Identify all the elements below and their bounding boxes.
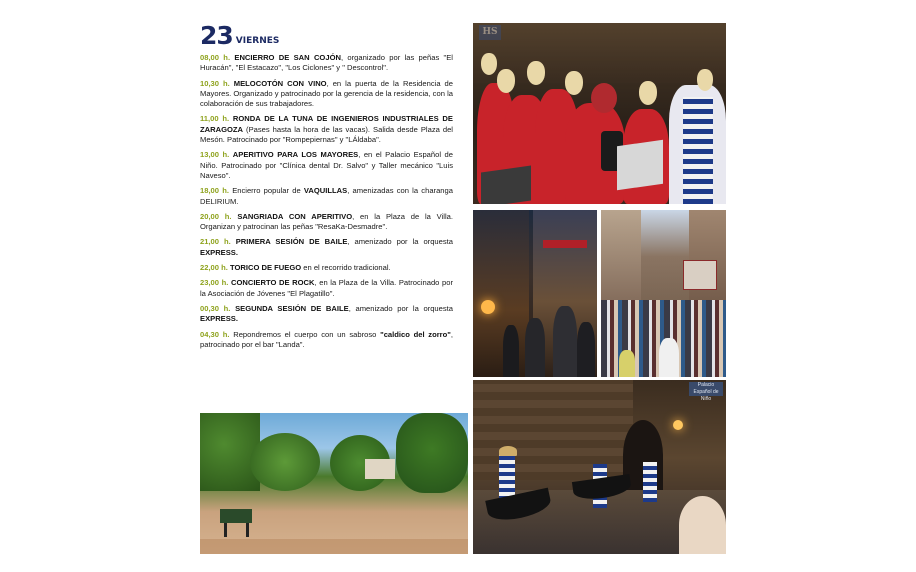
day-number: 23 bbox=[200, 21, 233, 50]
event-item bbox=[200, 212, 453, 233]
event-list bbox=[200, 53, 453, 355]
event-highlight: PRIMERA SESIÓN DE BAILE bbox=[235, 237, 348, 247]
event-item bbox=[200, 330, 453, 351]
event-highlight: APERITIVO PARA LOS MAYORES bbox=[232, 150, 359, 160]
event-text: Encierro popular de bbox=[232, 186, 304, 196]
event-item bbox=[200, 53, 453, 74]
event-text: , amenizadas con la charanga DELIRIUM. bbox=[200, 186, 453, 206]
event-time: 23,00 h. bbox=[200, 278, 229, 288]
event-highlight: RONDA DE LA TUNA DE INGENIEROS INDUSTRIALES DE ZARAGOZA bbox=[200, 114, 453, 134]
event-highlight: SEGUNDA SESIÓN DE BAILE bbox=[235, 303, 349, 313]
event-time: 08,00 h. bbox=[200, 53, 231, 62]
event-highlight: ENCIERRO DE SAN COJÓN bbox=[234, 53, 341, 62]
photo-plaza-trees bbox=[200, 413, 468, 554]
photo-night-street bbox=[473, 210, 597, 377]
event-highlight: VAQUILLAS bbox=[303, 186, 348, 196]
event-item bbox=[200, 150, 453, 181]
photo-street-crowd bbox=[601, 210, 726, 377]
event-time: 11,00 h. bbox=[200, 114, 230, 124]
event-text: , en la Plaza de la Villa. Patrocinado por la Asociación de Jóvenes "El Plagatillo". bbox=[200, 278, 453, 298]
event-item bbox=[200, 186, 453, 207]
event-highlight: EXPRESS. bbox=[200, 247, 238, 257]
event-time: 21,00 h. bbox=[200, 237, 231, 247]
event-highlight: MELOCOTÓN CON VINO bbox=[233, 78, 327, 88]
event-text: , en la puerta de la Residencia de Mayores. Organizado y patrocinado por la gerencia de la residencia, con la colaboración de sus trabajadores. bbox=[200, 78, 453, 109]
event-time: 04,30 h. bbox=[200, 329, 230, 339]
street-plaque: Palacio Español de Niño bbox=[689, 382, 723, 396]
event-text: , organizado por las peñas "El Huracán", "El Estacazo", "Los Ciclones" y " Descontrol". bbox=[200, 53, 453, 73]
event-item bbox=[200, 263, 453, 273]
event-time: 13,00 h. bbox=[200, 150, 230, 160]
event-text: , en la Plaza de la Villa. Organizan y patrocinan las peñas "ResaKa-Desmadre". bbox=[200, 211, 453, 232]
event-text: , amenizado por la orquesta bbox=[348, 303, 453, 313]
event-text: en el recorrido tradicional. bbox=[301, 263, 391, 273]
event-text: , en el Palacio Español de Niño. Patrocinado por "Clínica dental Dr. Salvo" y Taller mecánico "Luis Naveso". bbox=[200, 150, 453, 180]
event-time: 18,00 h. bbox=[200, 186, 229, 196]
day-header bbox=[200, 22, 279, 48]
event-text: (Pases hasta la hora de las vacas). Salida desde Plaza del Mesón. Patrocinado por "Rompepiernas" y "LÁldaba". bbox=[200, 124, 453, 145]
photo-masked-group bbox=[473, 23, 726, 204]
event-item bbox=[200, 304, 453, 325]
event-time: 20,00 h. bbox=[200, 211, 232, 221]
event-highlight: CONCIERTO DE ROCK bbox=[230, 278, 315, 288]
event-highlight: TORICO DE FUEGO bbox=[230, 263, 302, 273]
event-item bbox=[200, 79, 453, 110]
day-name: VIERNES bbox=[235, 36, 280, 46]
event-item bbox=[200, 114, 453, 145]
event-item bbox=[200, 278, 453, 299]
event-highlight: EXPRESS. bbox=[200, 314, 238, 324]
event-text: Repondremos el cuerpo con un sabroso bbox=[233, 329, 381, 339]
event-highlight: "caldico del zorro" bbox=[380, 329, 451, 339]
event-item bbox=[200, 237, 453, 258]
event-time: 10,30 h. bbox=[200, 78, 230, 88]
photo-gondola-parade bbox=[473, 380, 726, 554]
event-time: 22,00 h. bbox=[200, 263, 228, 273]
event-text: , patrocinado por el bar "Landa". bbox=[200, 329, 453, 349]
event-highlight: SANGRIADA CON APERITIVO bbox=[237, 211, 353, 221]
event-time: 00,30 h. bbox=[200, 303, 231, 313]
event-text: , amenizado por la orquesta bbox=[347, 237, 453, 247]
